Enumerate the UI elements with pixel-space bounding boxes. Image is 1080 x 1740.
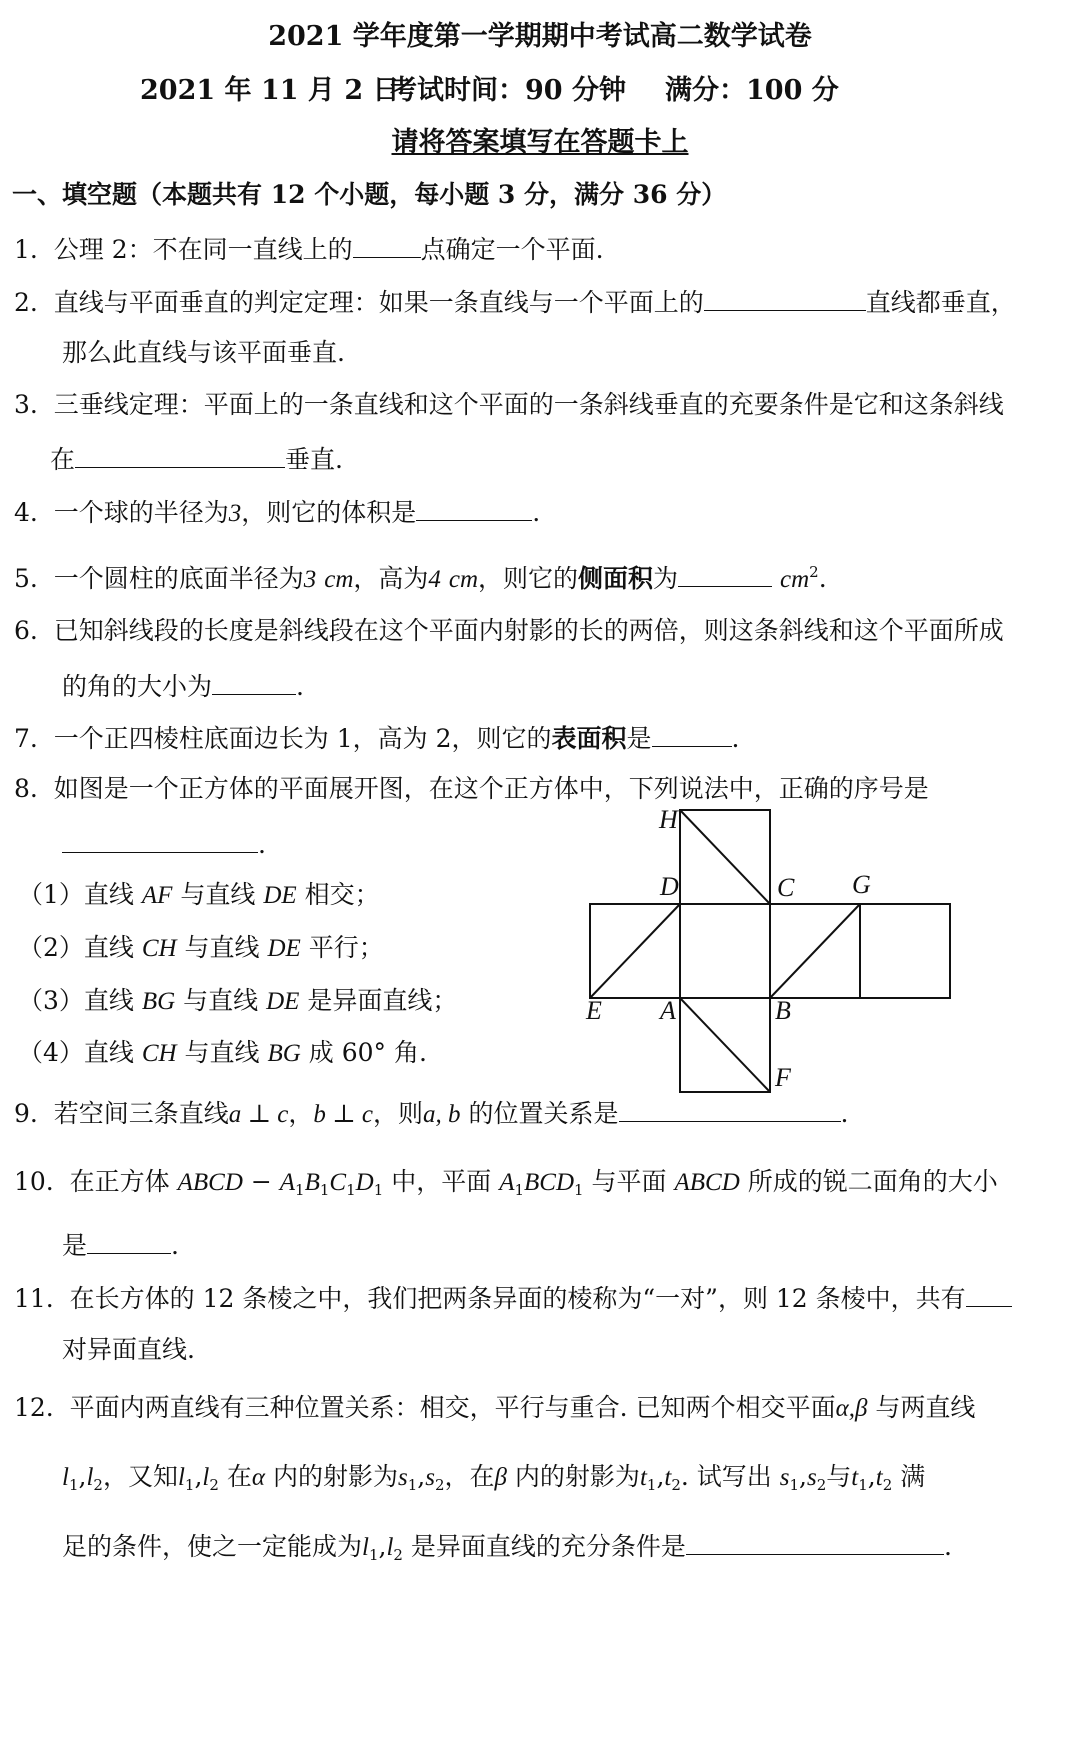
question-12-cont-2: 足的条件，使之一定能成为$l_1,l_2$ 是异面直线的充分条件是 . [62,1532,952,1564]
label-F: F [775,1063,791,1092]
statement-3: （3）直线 BG 与直线 DE 是异面直线； [18,986,458,1015]
label-B: B [775,996,791,1025]
question-3: 3. 三垂线定理：平面上的一条直线和这个平面的一条斜线垂直的充要条件是它和这条斜线 [14,390,1004,419]
question-9: 9. 若空间三条直线a ⊥ c，b ⊥ c，则a, b 的位置关系是 . [14,1099,849,1128]
question-10-cont: 是 . [62,1231,179,1260]
label-E: E [586,996,602,1025]
statement-2: （2）直线 CH 与直线 DE 平行； [18,933,384,962]
exam-date: 2021 年 11 月 2 日 [140,75,400,106]
label-G: G [852,870,871,899]
question-12: 12. 平面内两直线有三种位置关系：相交，平行与重合. 已知两个相交平面α,β 与两直线 [14,1393,976,1422]
label-H: H [659,805,678,834]
exam-time: 考试时间：90 分钟 [390,75,626,106]
question-12-cont: $l_1,l_2$，又知$l_1,l_2$ 在α 内的射影为$s_1,s_2$，在β 内的射影为$t_1,t_2$. 试写出 $s_1,s_2$与$t_1,t_2$ 满 [62,1462,926,1494]
question-2: 2. 直线与平面垂直的判定定理：如果一条直线与一个平面上的 直线都垂直， [14,288,1016,317]
question-10: 10. 在正方体 ABCD − $A_1B_1C_1D_1$ 中，平面 $A_1BCD_1$ 与平面 ABCD 所成的锐二面角的大小 [14,1167,998,1199]
label-C: C [777,873,795,902]
question-7: 7. 一个正四棱柱底面边长为 1，高为 2，则它的表面积是 . [14,724,740,753]
question-2-cont: 那么此直线与该平面垂直. [62,338,345,367]
question-1: 1. 公理 2：不在同一直线上的 点确定一个平面. [14,235,604,264]
diagonal-HC [680,810,770,904]
label-A: A [660,996,676,1025]
question-4: 4. 一个球的半径为3，则它的体积是 . [14,498,541,527]
label-D: D [660,872,679,901]
question-5: 5. 一个圆柱的底面半径为3 cm，高为4 cm，则它的侧面积为 $cm^2$. [14,563,827,593]
question-11-cont: 对异面直线. [62,1335,195,1364]
statement-4: （4）直线 CH 与直线 BG 成 60° 角. [18,1038,427,1067]
answer-blank-12 [686,1530,944,1555]
question-11: 11. 在长方体的 12 条棱之中，我们把两条异面的棱称为“一对”，则 12 条棱中，共有 [14,1282,1012,1314]
answer-card-notice: 请将答案填写在答题卡上 [391,127,689,158]
question-8: 8. 如图是一个正方体的平面展开图，在这个正方体中，下列说法中，正确的序号是 [14,774,929,803]
statement-1: （1）直线 AF 与直线 DE 相交； [18,880,380,909]
diagonal-BG [770,904,860,998]
diagonal-ED [590,904,680,998]
net-square-center [680,904,770,998]
question-3-cont: 在 垂直. [50,445,343,474]
question-6: 6. 已知斜线段的长度是斜线段在这个平面内射影的长的两倍，则这条斜线和这个平面所成 [14,616,1004,645]
answer-blank-9 [619,1097,841,1122]
question-6-cont: 的角的大小为 . [62,672,304,701]
question-8-cont: . [62,828,266,860]
section-heading: 一、填空题（本题共有 12 个小题，每小题 3 分，满分 36 分） [12,180,727,209]
exam-title: 2021 学年度第一学期期中考试高二数学试卷 [268,21,812,52]
exam-score: 满分：100 分 [665,75,839,106]
net-square-far-right [860,904,950,998]
answer-blank-11 [966,1282,1012,1307]
diagonal-AF [680,998,770,1092]
answer-blank-10 [87,1229,171,1254]
